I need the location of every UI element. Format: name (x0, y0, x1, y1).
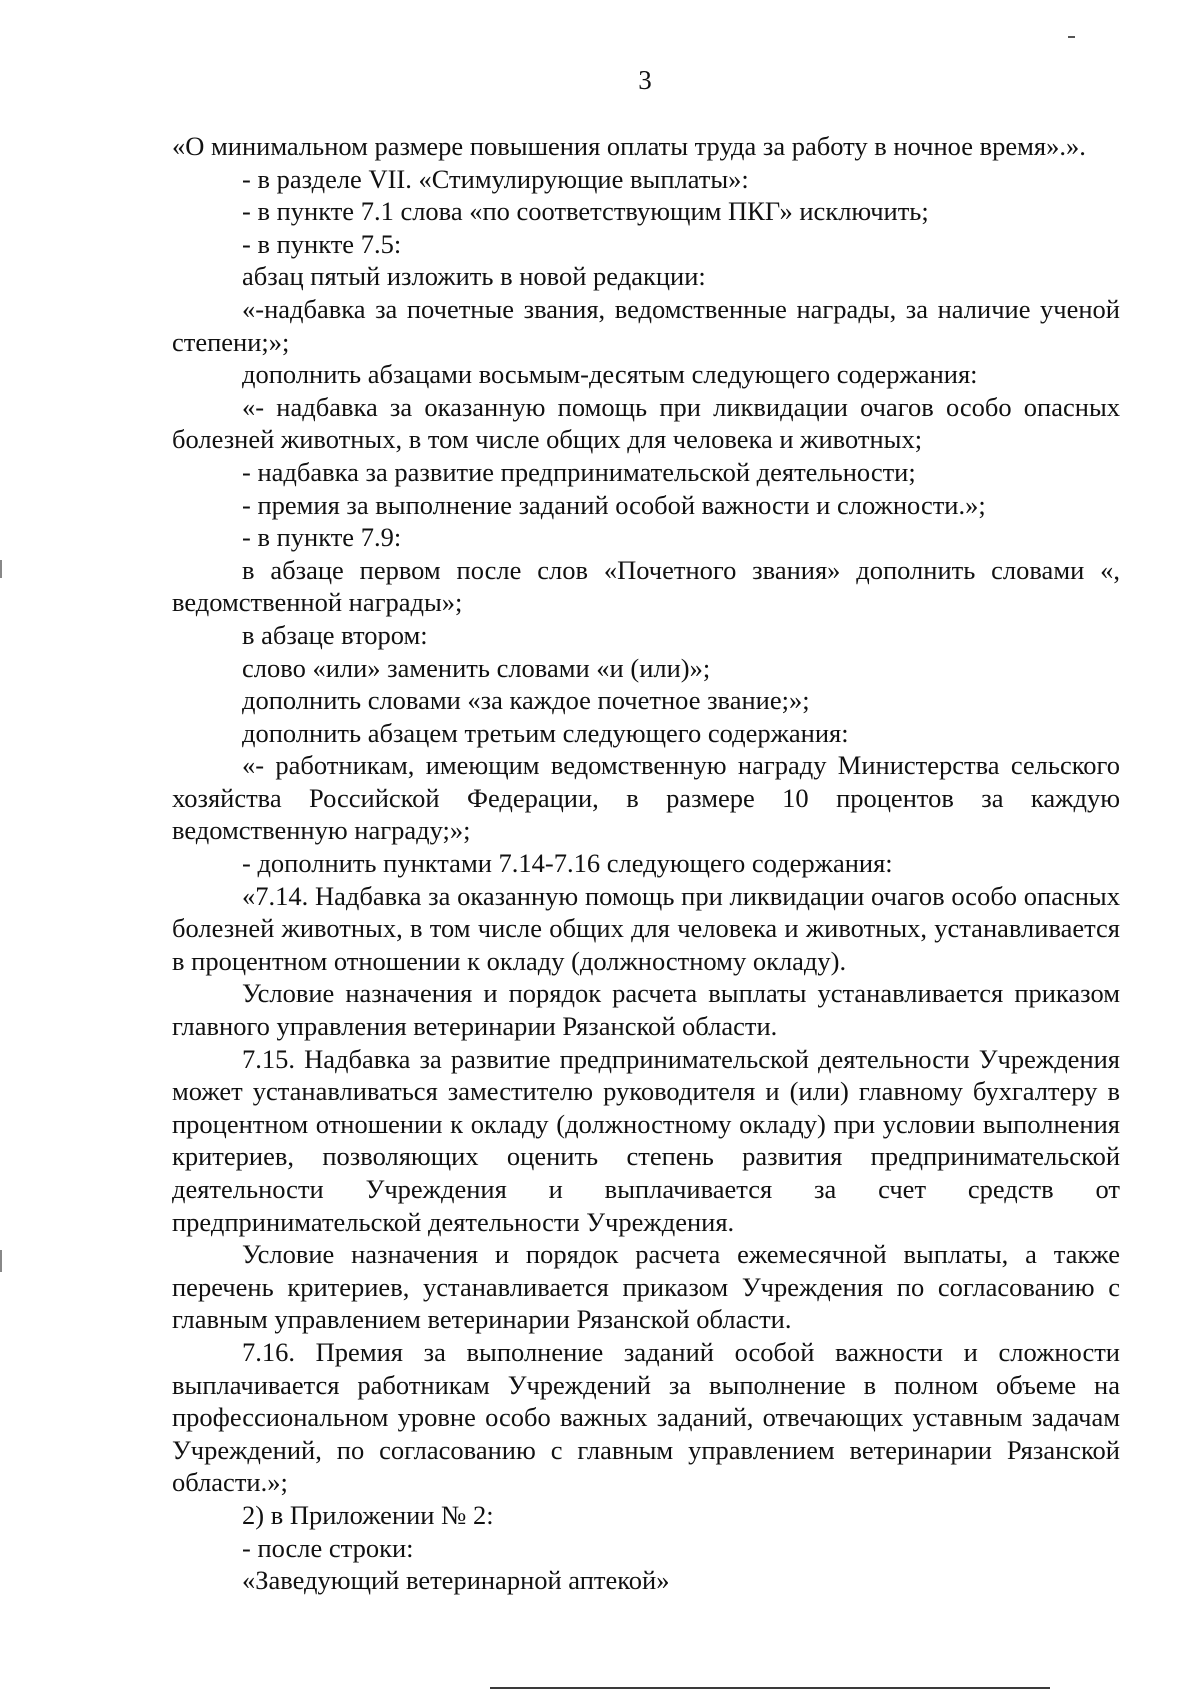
paragraph: - надбавка за развитие предпринимательской деятельности; (242, 456, 916, 487)
paragraph: 2) в Приложении № 2: (242, 1499, 494, 1530)
paragraph: «- надбавка за оказанную помощь при ликвидации очагов особо опасных болезней животных, в том числе общих для человека и животных; (172, 391, 1120, 455)
paragraph: - в пункте 7.1 слова «по соответствующим ПКГ» исключить; (242, 196, 929, 227)
paragraph: Условие назначения и порядок расчета ежемесячной выплаты, а также перечень критериев, устанавливается приказом Учреждения по согласованию с главным управлением ветеринарии Рязанской области. (172, 1239, 1120, 1335)
paragraph: - в разделе VII. «Стимулирующие выплаты»: (242, 163, 749, 194)
paragraph: «7.14. Надбавка за оказанную помощь при ликвидации очагов особо опасных болезней животных, в том числе общих для человека и животных, устанавливается в процентном отношении к окладу (должностному окладу). (172, 880, 1120, 976)
scan-edge-mark (0, 560, 2, 578)
paragraph: в абзаце втором: (242, 619, 428, 650)
document-body (172, 130, 1120, 1597)
paragraph: дополнить словами «за каждое почетное звание;»; (242, 685, 810, 716)
paragraph: Условие назначения и порядок расчета выплаты устанавливается приказом главного управления ветеринарии Рязанской области. (172, 978, 1120, 1042)
paragraph: абзац пятый изложить в новой редакции: (242, 261, 706, 292)
paragraph: слово «или» заменить словами «и (или)»; (242, 652, 711, 683)
scan-mark (1068, 36, 1075, 38)
paragraph: - после строки: (242, 1532, 414, 1563)
paragraph: - в пункте 7.5: (242, 228, 402, 259)
paragraph: дополнить абзацем третьим следующего содержания: (242, 717, 849, 748)
paragraph: - в пункте 7.9: (242, 522, 402, 553)
paragraph: «- работникам, имеющим ведомственную награду Министерства сельского хозяйства Российской Федерации, в размере 10 процентов за каждую ведомственную награду;»; (172, 750, 1120, 846)
paragraph: дополнить абзацами восьмым-десятым следующего содержания: (242, 359, 978, 390)
paragraph: 7.16. Премия за выполнение заданий особой важности и сложности выплачивается работникам Учреждений за выполнение в полном объеме на профессиональном уровне особо важных заданий, отвечающих уставным задачам Учреждений, по согласованию с главным управлением ветеринарии Рязанской области.»; (172, 1336, 1120, 1498)
paragraph: «Заведующий ветеринарной аптекой» (242, 1565, 670, 1596)
paragraph: 7.15. Надбавка за развитие предпринимательской деятельности Учреждения может устанавливаться заместителю руководителя и (или) главному бухгалтеру в процентном отношении к окладу (должностному окладу) при условии выполнения критериев, позволяющих оценить степень развития предпринимательской деятельности Учреждения и выплачивается за счет средств от предпринимательской деятельности Учреждения. (172, 1043, 1120, 1237)
scan-edge-mark (0, 1250, 2, 1272)
paragraph: - дополнить пунктами 7.14-7.16 следующего содержания: (242, 848, 893, 879)
paragraph: «-надбавка за почетные звания, ведомственные награды, за наличие ученой степени;»; (172, 293, 1120, 357)
scan-bottom-edge (490, 1687, 1050, 1689)
paragraph: в абзаце первом после слов «Почетного звания» дополнить словами «, ведомственной награды»; (172, 554, 1120, 618)
paragraph: - премия за выполнение заданий особой важности и сложности.»; (242, 489, 986, 520)
paragraph: «О минимальном размере повышения оплаты труда за работу в ночное время».». (172, 131, 1086, 161)
page-number: 3 (638, 65, 652, 95)
